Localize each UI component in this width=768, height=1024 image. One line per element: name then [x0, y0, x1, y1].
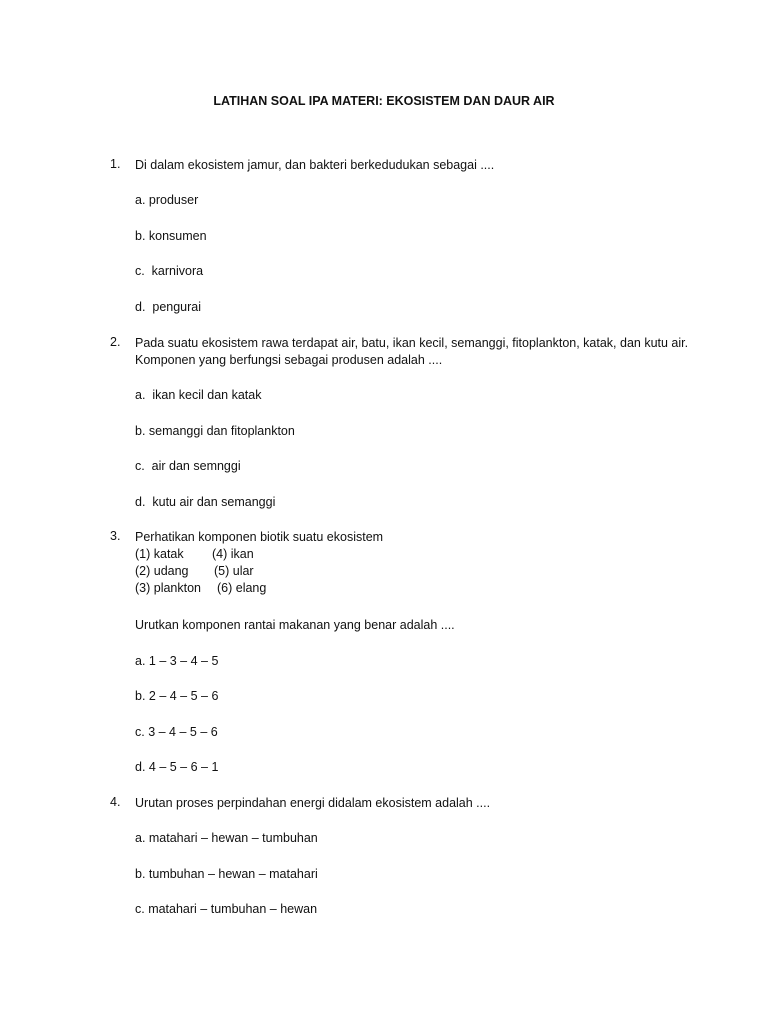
- question-2: [110, 335, 690, 369]
- biotic-item: (5) ular: [214, 564, 254, 578]
- q1-option-d: d. pengurai: [135, 300, 202, 314]
- q3-option-a: a. 1 – 3 – 4 – 5: [135, 654, 219, 668]
- question-text: Urutan proses perpindahan energi didalam ekosistem adalah ....: [135, 796, 491, 810]
- q1-option-b: b. konsumen: [135, 229, 207, 243]
- q2-option-a: a. ikan kecil dan katak: [135, 388, 262, 402]
- q2-option-c: c. air dan semnggi: [135, 459, 241, 473]
- page-title: LATIHAN SOAL IPA MATERI: EKOSISTEM DAN DAUR AIR: [213, 94, 555, 108]
- biotic-item: (4) ikan: [212, 547, 254, 561]
- question-1: [110, 157, 690, 174]
- question-number: 1.: [110, 157, 121, 171]
- biotic-item: (6) elang: [217, 581, 267, 595]
- question-text: Pada suatu ekosistem rawa terdapat air, batu, ikan kecil, semanggi, fitoplankton, katak, dan kutu air. Komponen yang berfungsi sebagai produsen adalah ....: [135, 336, 689, 367]
- q3-option-b: b. 2 – 4 – 5 – 6: [135, 689, 219, 703]
- q3-prompt: Urutkan komponen rantai makanan yang benar adalah ....: [135, 618, 455, 632]
- biotic-item: (1) katak: [135, 547, 184, 561]
- question-number: 4.: [110, 795, 121, 809]
- question-number: 3.: [110, 529, 121, 543]
- q4-option-c: c. matahari – tumbuhan – hewan: [135, 902, 318, 916]
- q1-option-c: c. karnivora: [135, 264, 204, 278]
- q4-option-b: b. tumbuhan – hewan – matahari: [135, 867, 318, 881]
- biotic-item: (2) udang: [135, 564, 189, 578]
- q1-option-a: a. produser: [135, 193, 199, 207]
- question-4: [110, 795, 690, 812]
- q2-option-b: b. semanggi dan fitoplankton: [135, 424, 295, 438]
- question-number: 2.: [110, 335, 121, 349]
- q2-option-d: d. kutu air dan semanggi: [135, 495, 276, 509]
- biotic-item: (3) plankton: [135, 581, 202, 595]
- question-text: Di dalam ekosistem jamur, dan bakteri berkedudukan sebagai ....: [135, 158, 495, 172]
- q3-option-d: d. 4 – 5 – 6 – 1: [135, 760, 219, 774]
- q3-option-c: c. 3 – 4 – 5 – 6: [135, 725, 218, 739]
- q4-option-a: a. matahari – hewan – tumbuhan: [135, 831, 318, 845]
- question-3: [110, 529, 690, 546]
- question-text: Perhatikan komponen biotik suatu ekosistem: [135, 530, 384, 544]
